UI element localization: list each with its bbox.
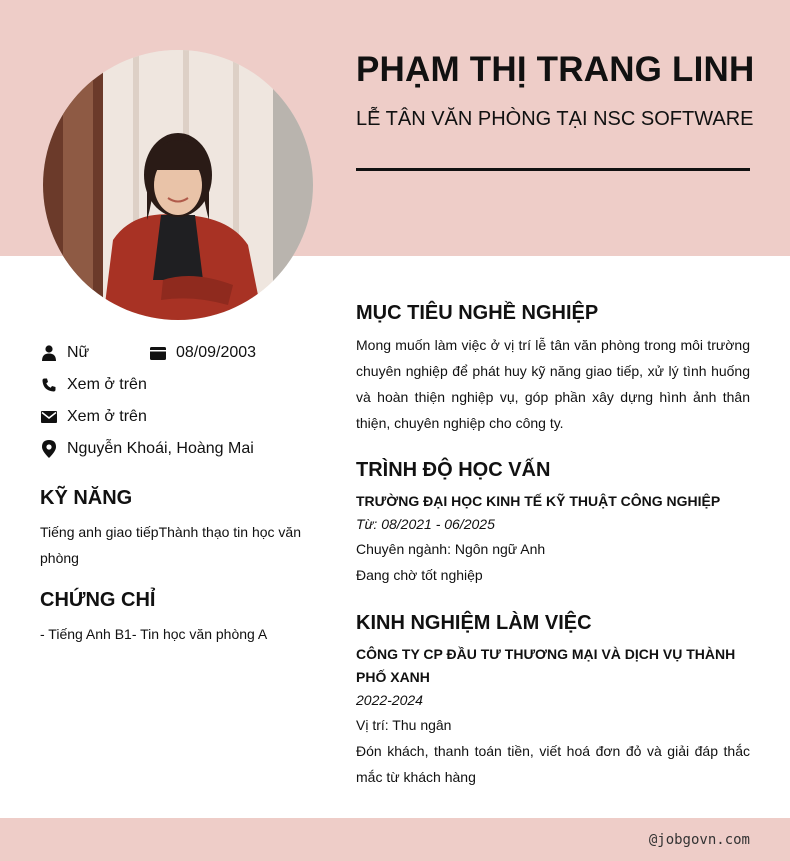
experience-title: KINH NGHIỆM LÀM VIỆC	[356, 612, 592, 634]
email-value[interactable]: Xem ở trên	[67, 408, 147, 425]
experience-period: 2022-2024	[356, 692, 423, 708]
education-title: TRÌNH ĐỘ HỌC VẤN	[356, 459, 551, 481]
education-status: Đang chờ tốt nghiệp	[356, 567, 483, 583]
experience-description: Đón khách, thanh toán tiền, viết hoá đơn đỏ và giải đáp thắc mắc từ khách hàng	[356, 743, 750, 785]
location-pin-icon	[40, 440, 58, 458]
objective-title: MỤC TIÊU NGHỀ NGHIỆP	[356, 302, 599, 324]
gender-value: Nữ	[67, 344, 90, 361]
phone-icon	[40, 376, 58, 394]
phone-value[interactable]: Xem ở trên	[67, 376, 147, 393]
education-block	[356, 490, 750, 588]
skills-title: KỸ NĂNG	[40, 487, 133, 509]
experience-position: Vị trí: Thu ngân	[356, 717, 452, 733]
gender-row	[40, 342, 89, 364]
address-value: Nguyễn Khoái, Hoàng Mai	[67, 440, 254, 457]
education-major: Chuyên ngành: Ngôn ngữ Anh	[356, 541, 546, 557]
address-row	[40, 438, 254, 460]
header-divider	[356, 168, 750, 171]
certificates-text: - Tiếng Anh B1- Tin học văn phòng A	[40, 626, 268, 642]
experience-block	[356, 643, 750, 790]
skills-text: Tiếng anh giao tiếpThành thạo tin học văn phòng	[40, 524, 302, 566]
calendar-icon	[149, 344, 167, 362]
job-title: LỄ TÂN VĂN PHÒNG TẠI NSC SOFTWARE	[356, 108, 754, 130]
profile-photo	[43, 50, 313, 320]
profile-photo-image	[43, 50, 313, 320]
candidate-name: PHẠM THỊ TRANG LINH	[356, 50, 755, 89]
experience-company: CÔNG TY CP ĐẦU TƯ THƯƠNG MẠI VÀ DỊCH VỤ THÀNH PHỐ XANH	[356, 646, 736, 685]
birthdate-row	[149, 342, 256, 364]
certificates-title: CHỨNG CHỈ	[40, 589, 156, 611]
person-icon	[40, 344, 58, 362]
objective-text: Mong muốn làm việc ở vị trí lễ tân văn phòng trong môi trường chuyên nghiệp để phát huy kỹ năng giao tiếp, xử lý tình huống và hoàn thiện nghiệp vụ, góp phần xây dựng hình ảnh thân thiện, chuyên nghiệp cho công ty.	[356, 337, 750, 431]
phone-row	[40, 374, 147, 396]
watermark: @jobgovn.com	[648, 832, 750, 848]
birthdate-value: 08/09/2003	[176, 344, 257, 361]
mail-icon	[40, 408, 58, 426]
education-period: Từ: 08/2021 - 06/2025	[356, 516, 495, 532]
education-school: TRƯỜNG ĐẠI HỌC KINH TẾ KỸ THUẬT CÔNG NGHIỆP	[356, 493, 721, 509]
email-row	[40, 406, 147, 428]
